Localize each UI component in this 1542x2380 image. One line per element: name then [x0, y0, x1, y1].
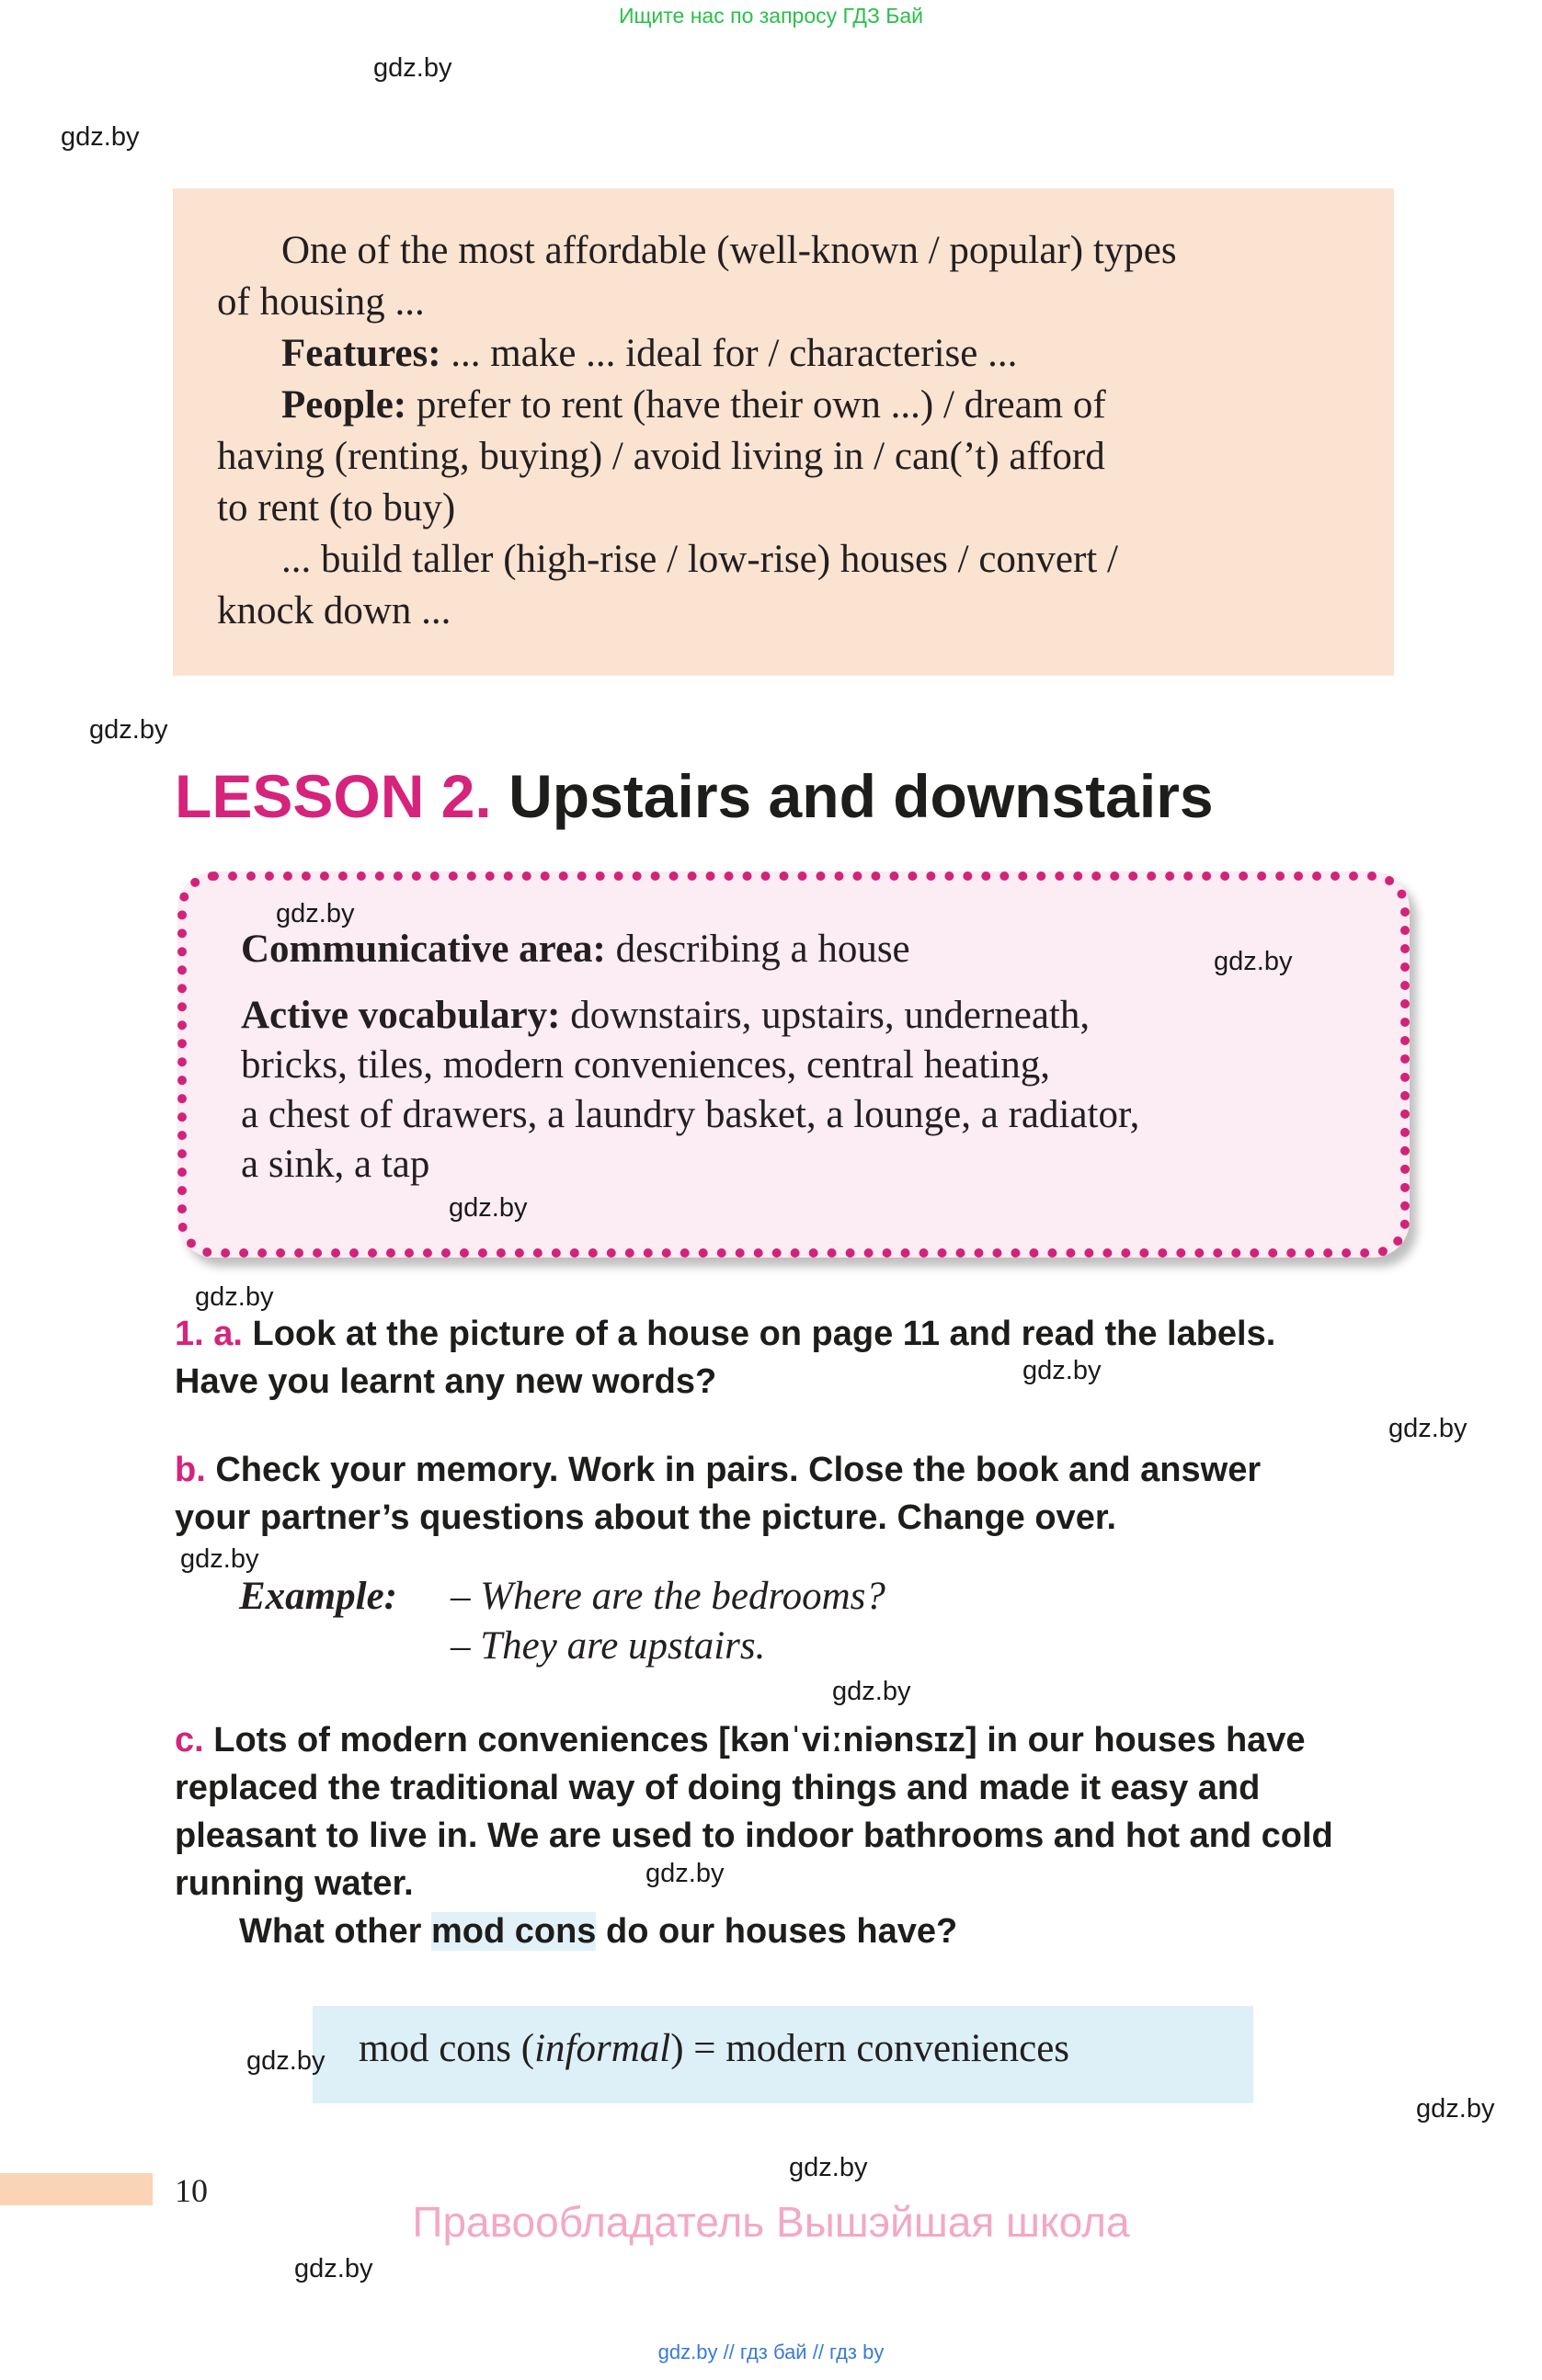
exercise-1c-line2: replaced the traditional way of doing things and made it easy and — [175, 1769, 1261, 1807]
vocab-label: Active vocabulary: — [241, 994, 561, 1037]
phrase-box — [173, 188, 1394, 676]
lesson-number: LESSON 2. — [175, 762, 492, 830]
phrase-line: ... build taller (high-rise / low-rise) houses / convert / — [281, 538, 1118, 581]
comm-label: Communicative area: — [241, 928, 606, 971]
exercise-text: Look at the picture of a house on page 11 and read the labels. — [242, 1315, 1276, 1353]
exercise-text: Check your memory. Work in pairs. Close the book and answer — [205, 1451, 1262, 1489]
features-label: Features: — [281, 332, 441, 375]
exercise-marker: c. — [175, 1721, 204, 1759]
exercise-1a-line1 — [175, 1315, 1275, 1354]
communicative-area — [241, 927, 910, 972]
features-text: ... make ... ideal for / characterise ... — [440, 332, 1018, 375]
copyright-owner: Правообладатель Вышэйшая школа — [412, 2198, 1130, 2246]
comm-text: describing a house — [605, 928, 910, 971]
definition-part: ) = modern conveniences — [670, 2027, 1070, 2070]
watermark: gdz.by — [1022, 1356, 1102, 1385]
definition-text — [359, 2026, 1069, 2071]
example-answer: – They are upstairs. — [451, 1624, 766, 1668]
watermark: gdz.by — [294, 2254, 373, 2283]
watermark: gdz.by — [373, 53, 452, 83]
watermark: gdz.by — [832, 1677, 911, 1706]
watermark: gdz.by — [195, 1282, 274, 1312]
phrase-line: One of the most affordable (well-known / popular) types — [281, 229, 1177, 272]
footer-links: gdz.by // гдз бай // гдз by — [657, 2340, 885, 2363]
top-banner: Ищите нас по запросу ГДЗ Бай — [618, 4, 924, 28]
exercise-text: Lots of modern conveniences [kənˈviːniənsɪz] in our houses have — [203, 1721, 1306, 1759]
phrase-line-people — [281, 380, 1106, 431]
watermark: gdz.by — [645, 1859, 725, 1888]
phrase-line: of housing ... — [217, 280, 425, 324]
watermark: gdz.by — [1388, 1414, 1468, 1443]
exercise-1b-line2: your partner’s questions about the picture. Change over. — [175, 1498, 1117, 1537]
people-text: prefer to rent (have their own ...) / dream of — [406, 383, 1106, 427]
definition-box — [313, 2006, 1253, 2103]
lesson-title — [175, 761, 1214, 831]
example-word: Example: — [239, 1575, 397, 1618]
people-label: People: — [281, 383, 407, 427]
exercise-1a-line2: Have you learnt any new words? — [175, 1362, 717, 1401]
question-text: What other — [239, 1912, 431, 1951]
exercise-marker: 1. a. — [175, 1315, 243, 1353]
watermark: gdz.by — [89, 715, 168, 745]
exercise-question — [239, 1912, 957, 1952]
vocab-line: a chest of drawers, a laundry basket, a lounge, a radiator, — [241, 1093, 1140, 1136]
example-label — [239, 1574, 397, 1619]
watermark: gdz.by — [180, 1544, 259, 1574]
exercise-1c-line1 — [175, 1721, 1306, 1760]
watermark: gdz.by — [449, 1193, 528, 1223]
vocab-line: a sink, a tap — [241, 1143, 430, 1186]
example-question: – Where are the bedrooms? — [451, 1575, 885, 1618]
watermark: gdz.by — [789, 2153, 868, 2182]
phrase-line: having (renting, buying) / avoid living in / can(’t) afford — [217, 435, 1105, 478]
phrase-line: knock down ... — [217, 589, 451, 632]
mod-cons-highlight: mod cons — [430, 1912, 597, 1951]
watermark: gdz.by — [61, 122, 140, 152]
watermark: gdz.by — [276, 899, 355, 928]
exercise-marker: b. — [175, 1451, 206, 1489]
question-text: do our houses have? — [596, 1912, 958, 1951]
exercise-1b-line1 — [175, 1451, 1261, 1490]
exercise-1c-line4: running water. — [175, 1864, 414, 1903]
vocab-line: bricks, tiles, modern conveniences, central heating, — [241, 1043, 1050, 1087]
vocab-text: downstairs, upstairs, underneath, — [560, 994, 1091, 1037]
page-number: 10 — [175, 2172, 208, 2209]
watermark: gdz.by — [1416, 2094, 1495, 2124]
phrase-line-features — [281, 328, 1017, 380]
definition-part: mod cons ( — [359, 2027, 535, 2070]
phrase-line: to rent (to buy) — [217, 486, 456, 530]
exercise-1c-line3: pleasant to live in. We are used to indoor bathrooms and hot and cold — [175, 1816, 1333, 1855]
definition-italic: informal — [534, 2027, 671, 2070]
lesson-name: Upstairs and downstairs — [508, 762, 1214, 830]
vocab-line — [241, 993, 1090, 1038]
watermark: gdz.by — [1214, 947, 1293, 976]
watermark: gdz.by — [246, 2046, 326, 2076]
